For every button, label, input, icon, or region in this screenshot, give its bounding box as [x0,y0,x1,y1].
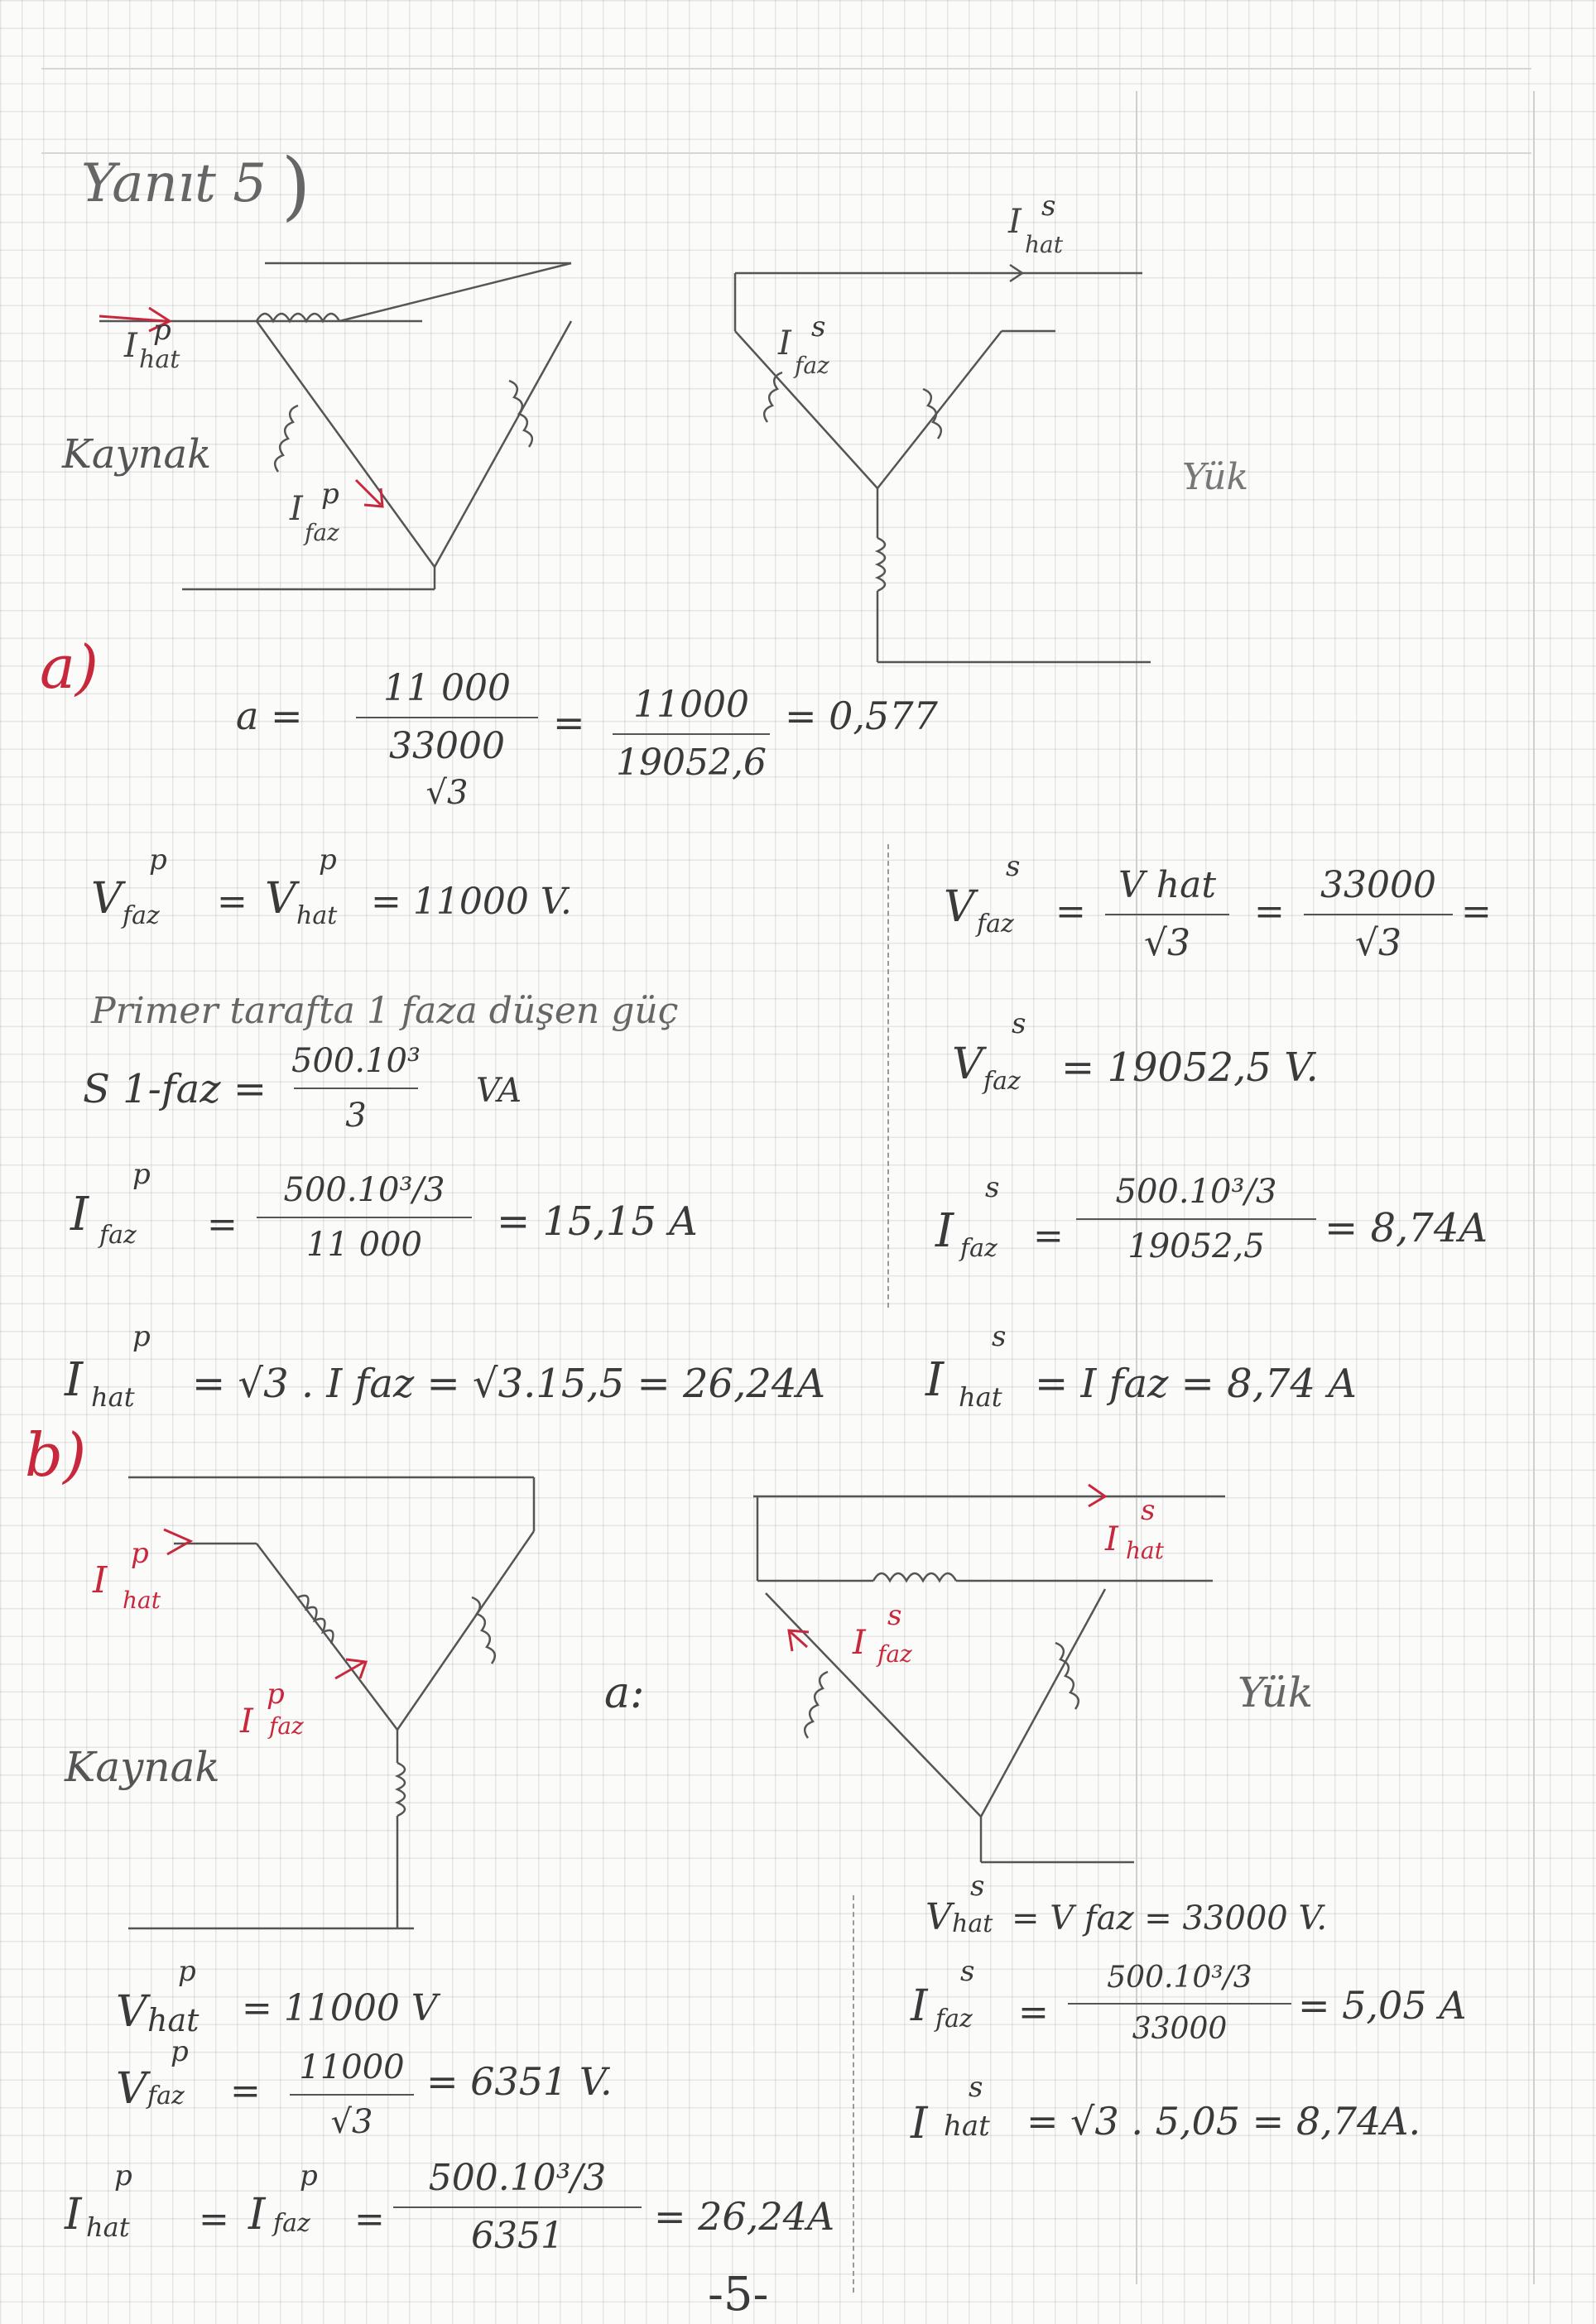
delta-primary-diagram [91,248,604,612]
eq-sign: = [553,700,585,745]
eq-sign: = [354,2198,385,2240]
vfaz-s-num2: 33000 [1320,864,1436,906]
ihat-p-b-fraction [393,2157,642,2257]
column-divider-a [887,844,892,1308]
ratio-label-b: a: [604,1669,645,1718]
ifaz-s-b-result: = 5,05 A [1298,1983,1467,2028]
hat-sub: hat [952,1909,993,1938]
eq-sign: = [1254,891,1285,933]
ifaz-p-den: 11 000 [306,1226,422,1264]
ifaz-p-b-symbol: I [248,2190,266,2240]
ratio-den-root: √3 [425,774,469,812]
ratio-den: 33000 [389,725,505,767]
s1faz-fraction [291,1042,421,1135]
superscript-s: s [1041,190,1056,223]
vhat-p-b-value: = 11000 V [242,1987,438,2029]
ihat-p-b-symbol: I [65,2190,82,2240]
hat-sub: hat [944,2110,990,2143]
faz-sub: faz [99,1221,137,1250]
superscript-s: s [1141,1494,1156,1527]
superscript-s: s [811,310,826,343]
source-label-a: Kaynak [62,431,212,478]
eq-sign: = [230,2070,261,2112]
ifaz-s-result: = 8,74A [1324,1205,1488,1251]
hat-sub: hat [1126,1537,1164,1564]
s1faz-num: 500.10³ [291,1042,421,1080]
margin-line [1533,91,1535,2284]
load-label-b: Yük [1238,1669,1314,1717]
vfaz-s-symbol: V [944,882,975,932]
vhat-p-b-symbol: V [116,1987,147,2037]
hat-sub: hat [959,1381,1002,1413]
ifaz-s-b-num: 500.10³/3 [1107,1961,1252,1995]
superscript-s: s [1006,850,1021,883]
superscript-p: p [171,2035,189,2068]
faz-sub: faz [269,1712,304,1740]
vfaz-p-b-result: = 6351 V. [426,2059,613,2104]
superscript-p: p [153,314,171,347]
primary-line-current-label-b: I [93,1559,108,1601]
ifaz-p-fraction [257,1171,472,1264]
vhat-s-b-symbol: V [925,1896,952,1938]
vfaz-p-value: = 11000 V. [371,881,572,923]
eq-sign: = [1461,891,1492,933]
superscript-s: s [960,1955,975,1988]
superscript-s: s [992,1320,1007,1353]
hat-sub: hat [123,1587,161,1614]
eq-sign: = [1018,1991,1049,2034]
ifaz-s-fraction [1076,1175,1316,1263]
hat-sub: hat [139,345,180,374]
ihat-p-b-num: 500.10³/3 [428,2157,607,2199]
eq-sign: = [207,1203,238,1246]
load-label-a: Yük [1182,456,1249,498]
faz-sub: faz [273,2209,310,2238]
secondary-line-current-label: I [1008,203,1022,241]
primary-phase-current-label: I [290,490,303,528]
ratio-mid-fraction [613,684,770,784]
superscript-p: p [132,1158,151,1191]
superscript-p: p [149,843,167,876]
ratio-mid-num: 11000 [633,684,749,726]
wye-secondary-diagram [728,257,1159,687]
secondary-phase-current-label-b: I [853,1624,866,1662]
primary-line-current-label: I [124,327,137,365]
faz-sub: faz [877,1640,912,1668]
source-label-b: Kaynak [65,1743,220,1791]
superscript-p: p [114,2159,132,2192]
ifaz-s-symbol: I [935,1204,954,1258]
ihat-s-b-symbol: I [911,2099,928,2149]
ifaz-p-symbol: I [70,1188,89,1241]
hat-sub: hat [296,901,338,930]
vfaz-s-symbol-2: V [952,1040,983,1089]
ratio-result: = 0,577 [785,694,938,738]
ratio-lhs: a = [236,694,303,738]
page-number: -5- [708,2268,769,2322]
superscript-s: s [887,1599,902,1632]
page-title: Yanıt 5 [81,153,267,214]
faz-sub: faz [977,910,1014,939]
vhat-p-symbol: V [265,874,296,924]
vfaz-s-den: √3 [1143,922,1191,964]
ifaz-s-b-fraction [1068,1963,1291,2044]
superscript-s: s [1012,1007,1026,1040]
vfaz-p-b-symbol: V [116,2064,147,2114]
ihat-p-value: = √3 . I faz = √3.15,5 = 26,24A [192,1361,826,1407]
ihat-p-b-den: 6351 [471,2215,564,2257]
header-band [41,68,1531,154]
faz-sub: faz [305,519,339,546]
ihat-s-b-value: = √3 . 5,05 = 8,74A. [1026,2099,1421,2144]
ifaz-s-b-symbol: I [911,1981,928,2031]
ifaz-s-num: 500.10³/3 [1115,1173,1277,1211]
superscript-p: p [267,1678,285,1711]
eq-sign: = [1033,1215,1064,1257]
faz-sub: faz [960,1234,997,1263]
eq-sign: = [217,881,248,923]
ratio-fraction [356,667,538,812]
faz-sub: faz [983,1067,1021,1096]
eq-sign: = [199,2198,229,2240]
ihat-p-symbol: I [65,1353,84,1407]
s1faz-lhs: S 1-faz = [83,1066,267,1112]
ifaz-p-num: 500.10³/3 [283,1171,445,1209]
ratio-num: 11 000 [383,667,511,709]
column-divider-b [853,1895,858,2293]
vfaz-p-b-den: √3 [330,2103,373,2141]
ifaz-s-b-den: 33000 [1132,2012,1228,2046]
ifaz-p-result: = 15,15 A [497,1198,698,1245]
ihat-p-b-result: = 26,24A [654,2194,835,2239]
hat-sub: hat [147,2002,200,2038]
vfaz-s-fraction [1105,864,1229,964]
ratio-mid-den: 19052,6 [616,742,767,784]
secondary-phase-current-label: I [778,324,791,363]
superscript-s: s [985,1171,1000,1204]
ifaz-s-den: 19052,5 [1127,1227,1265,1265]
vfaz-s-result: = 19052,5 V. [1061,1044,1319,1091]
title-paren: ) [281,142,311,229]
superscript-p: p [319,843,337,876]
vfaz-p-symbol: V [91,874,123,924]
primary-phase-current-label-b: I [240,1702,253,1741]
vfaz-s-num: V hat [1118,864,1216,906]
superscript-p: p [321,478,339,511]
wye-primary-diagram [124,1465,555,1945]
s1faz-unit: VA [476,1072,522,1110]
faz-sub: faz [147,2082,185,2110]
primary-note: Primer tarafta 1 faza düşen güç [91,990,679,1032]
part-b-label: b) [25,1420,87,1490]
s1faz-den: 3 [345,1097,367,1135]
superscript-s: s [970,1870,985,1903]
vfaz-p-b-fraction [290,2048,414,2141]
superscript-p: p [300,2159,318,2192]
superscript-p: p [178,1955,196,1988]
hat-sub: hat [1025,231,1063,258]
faz-sub: faz [935,2005,973,2034]
hat-sub: hat [86,2211,130,2243]
ihat-s-symbol: I [925,1353,945,1407]
ihat-s-value: = I faz = 8,74 A [1035,1361,1357,1407]
vfaz-s-den2: √3 [1354,922,1402,964]
superscript-p: p [132,1320,151,1353]
faz-sub: faz [123,901,160,930]
vhat-s-b-value: = V faz = 33000 V. [1012,1899,1328,1937]
eq-sign: = [1055,891,1086,933]
hat-sub: hat [91,1381,135,1413]
superscript-s: s [969,2071,983,2104]
vfaz-p-b-num: 11000 [299,2048,405,2086]
superscript-p: p [131,1537,149,1570]
part-a-label: a) [40,632,99,702]
secondary-line-current-label-b: I [1105,1520,1118,1558]
vfaz-s-fraction-2 [1304,864,1453,964]
faz-sub: faz [795,352,829,379]
